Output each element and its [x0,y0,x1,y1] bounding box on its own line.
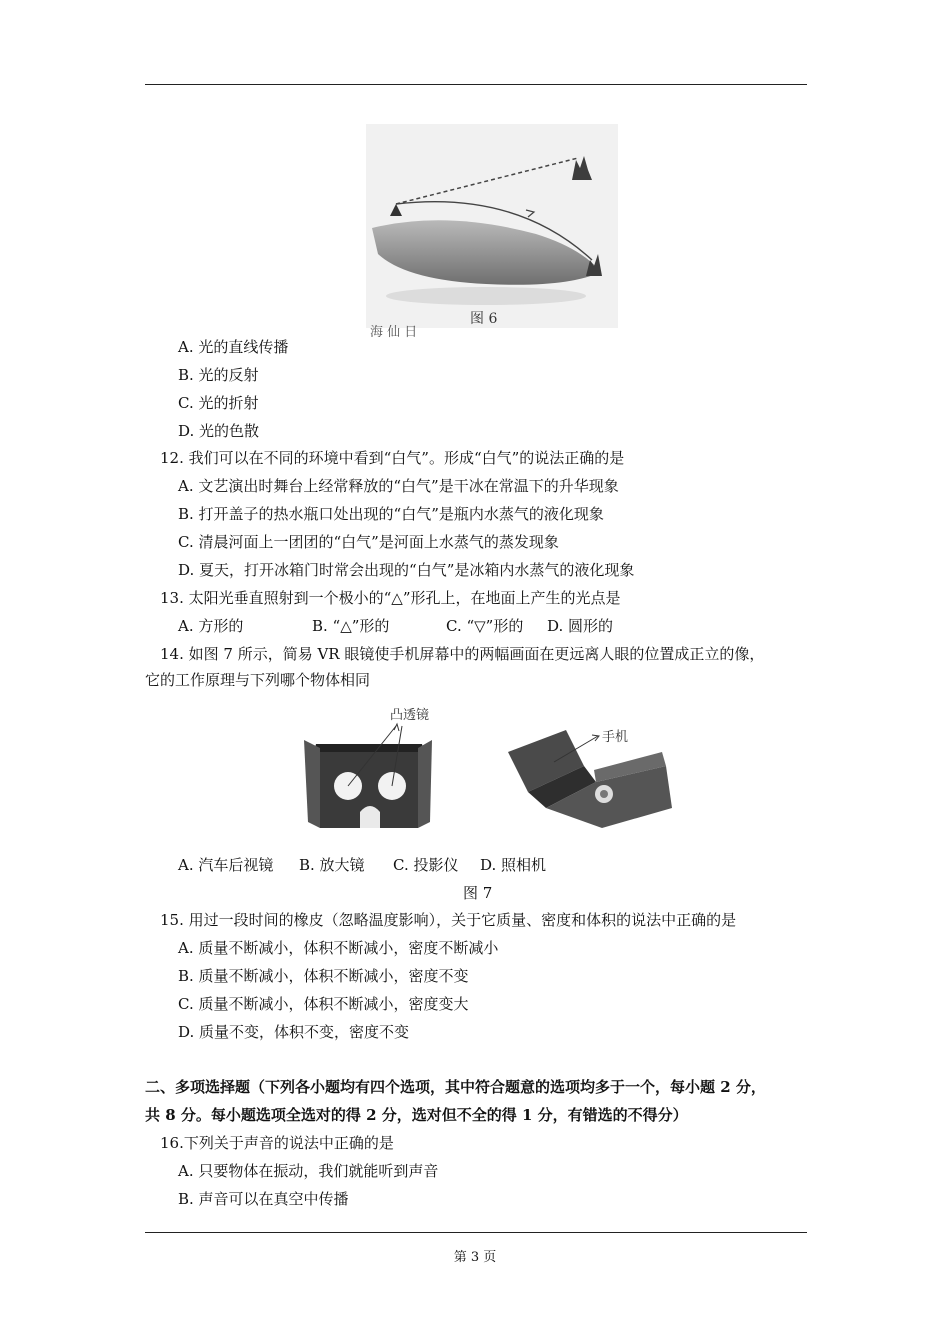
q14-option-b: B. 放大镜 [299,856,365,874]
q12-option-d: D. 夏天，打开冰箱门时常会出现的“白气”是冰箱内水蒸气的液化现象 [178,561,635,579]
figure-7-lens-label: 凸透镜 [390,708,430,723]
q15-stem: 15. 用过一段时间的橡皮（忽略温度影响），关于它质量、密度和体积的说法中正确的是 [160,911,737,929]
q13-stem: 13. 太阳光垂直照射到一个极小的“△”形孔上，在地面上产生的光点是 [160,589,621,607]
q15-option-a: A. 质量不断减小，体积不断减小，密度不断减小 [178,939,499,957]
q14-option-c: C. 投影仪 [393,856,459,874]
q16-stem: 16.下列关于声音的说法中正确的是 [160,1134,394,1152]
figure-6-caption: 图 6 [470,311,498,327]
section-2-heading-line1: 二、多项选择题（下列各小题均有四个选项，其中符合题意的选项均多于一个，每小题 2 分， [145,1078,766,1096]
figure-7-caption: 图 7 [463,884,493,902]
figure-7-goggles-front [298,704,438,832]
header-rule [145,84,807,85]
q14-option-a: A. 汽车后视镜 [178,856,274,874]
q15-option-b: B. 质量不断减小，体积不断减小，密度不变 [178,967,469,985]
q13-option-a: A. 方形的 [178,617,244,635]
footer-rule [145,1232,807,1233]
q14-stem-line1: 14. 如图 7 所示，简易 VR 眼镜使手机屏幕中的两幅画面在更远离人眼的位置成正立的像， [160,645,765,663]
q11-option-b: B. 光的反射 [178,366,259,384]
q12-stem: 12. 我们可以在不同的环境中看到“白气”。形成“白气”的说法正确的是 [160,449,625,467]
q12-option-a: A. 文艺演出时舞台上经常释放的“白气”是干冰在常温下的升华现象 [178,477,619,495]
q13-option-d: D. 圆形的 [547,617,614,635]
q12-option-c: C. 清晨河面上一团团的“白气”是河面上水蒸气的蒸发现象 [178,533,559,551]
page-number: 第 3 页 [453,1250,497,1265]
q11-option-d: D. 光的色散 [178,422,260,440]
figure-6 [366,124,618,340]
q13-option-c: C. “▽”形的 [446,617,524,635]
figure-7-goggles-side [506,722,676,832]
q11-option-a: A. 光的直线传播 [178,338,289,356]
q11-option-c: C. 光的折射 [178,394,259,412]
q15-option-c: C. 质量不断减小，体积不断减小，密度变大 [178,995,469,1013]
q14-stem-line2: 它的工作原理与下列哪个物体相同 [145,671,371,689]
figure-6-illustration [366,124,618,328]
section-2-heading-line2: 共 8 分。每小题选项全选对的得 2 分，选对但不全的得 1 分，有错选的不得分） [145,1106,688,1124]
q15-option-d: D. 质量不变，体积不变，密度不变 [178,1023,410,1041]
q14-option-d: D. 照相机 [480,856,547,874]
q16-option-b: B. 声音可以在真空中传播 [178,1190,349,1208]
figure-7-phone-label: 手机 [602,730,629,745]
q12-option-b: B. 打开盖子的热水瓶口处出现的“白气”是瓶内水蒸气的液化现象 [178,505,604,523]
figure-6-lower-text: 海 仙 日 [370,325,418,340]
q16-option-a: A. 只要物体在振动，我们就能听到声音 [178,1162,439,1180]
q13-option-b: B. “△”形的 [312,617,390,635]
